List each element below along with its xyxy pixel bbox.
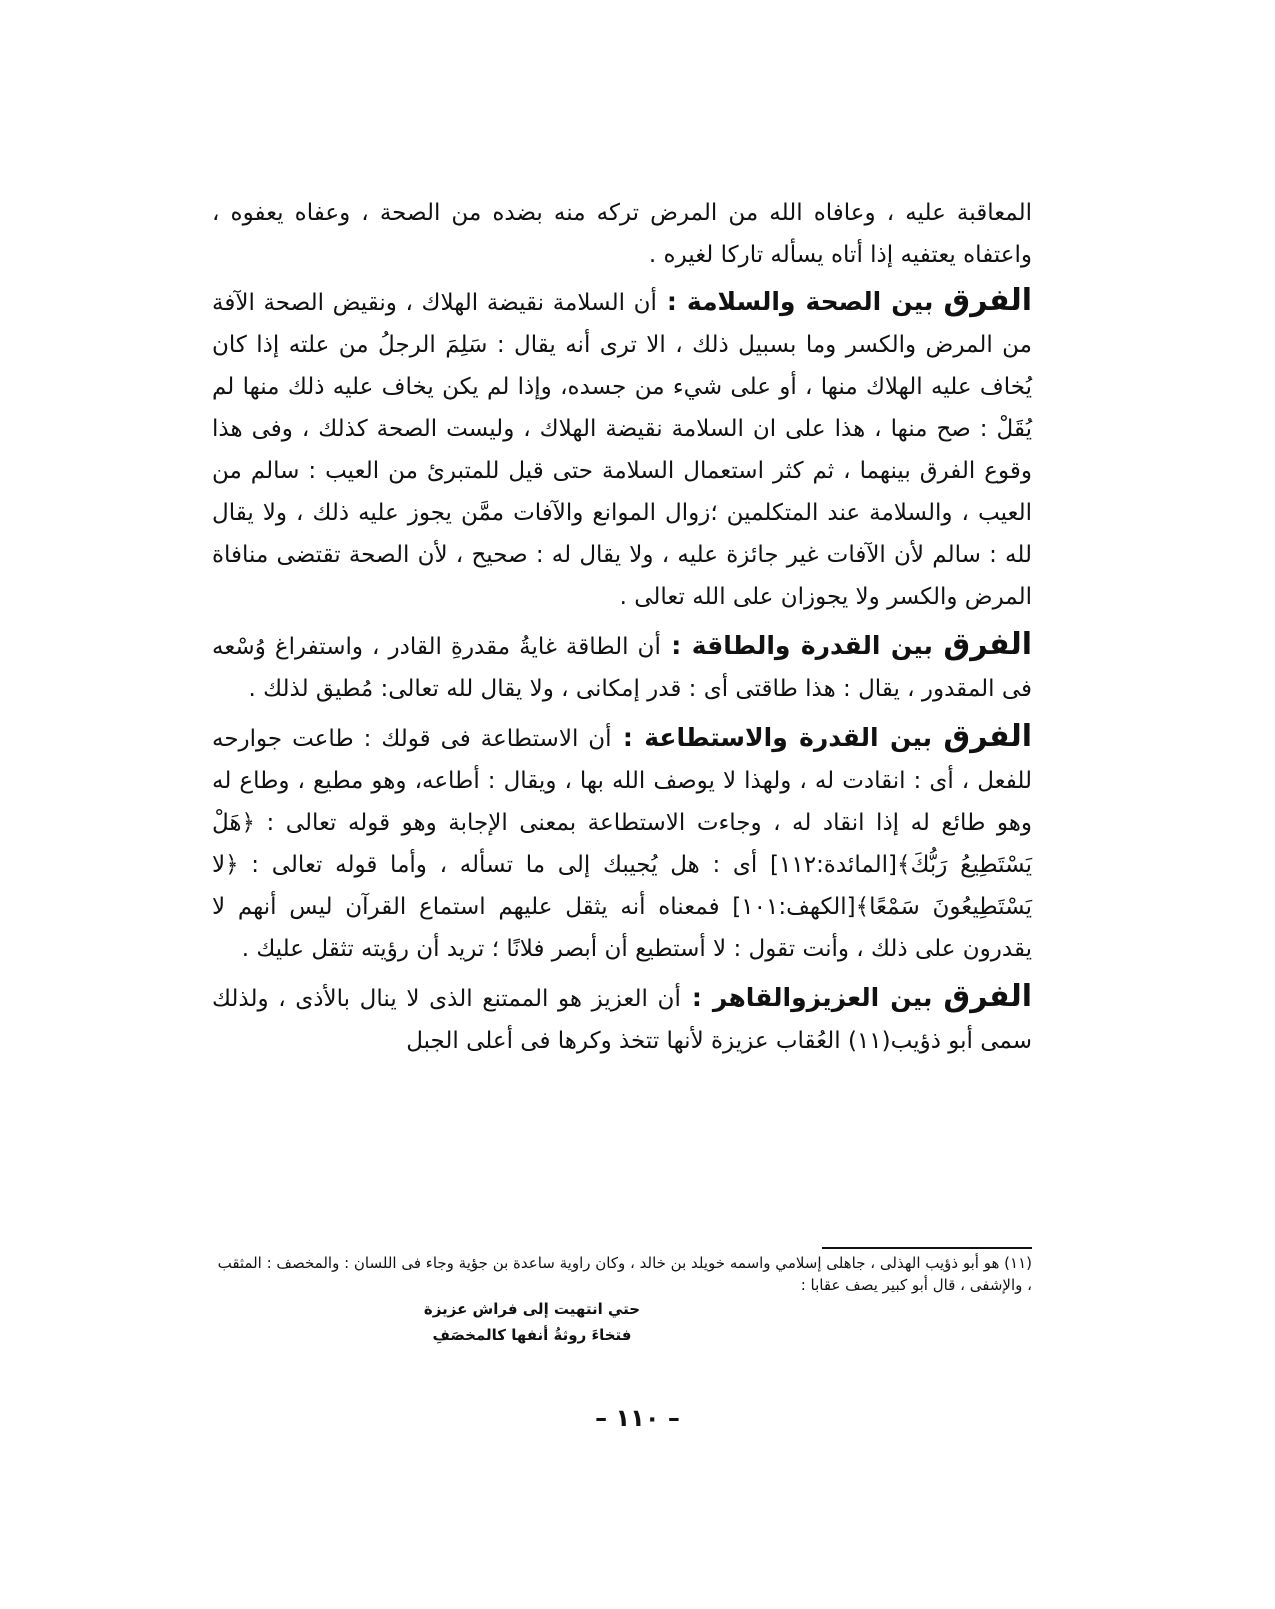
footnote-block — [212, 1252, 1032, 1348]
paragraph-health-safety — [212, 280, 1032, 618]
heading-lead: الفرق — [943, 719, 1033, 754]
heading-lead: الفرق — [943, 979, 1032, 1014]
paragraph-text: المعاقبة عليه ، وعافاه الله من المرض تركه منه بضده من الصحة ، وعفاه يعفوه ، واعتفاه يعتفيه إذا أتاه يسأله تاركا لغيره . — [212, 200, 1032, 268]
footnote-verse-line-1: حتي انتهيت إلى فراش عزيزة — [423, 1300, 641, 1318]
heading-text: بين الصحة والسلامة : — [656, 287, 944, 316]
paragraph-mighty-dominant — [212, 976, 1032, 1062]
paragraph-continuation — [212, 192, 1032, 276]
footnote-divider — [822, 1247, 1032, 1249]
paragraph-power-capacity — [212, 624, 1032, 710]
heading-text: بين القدرة والطاقة : — [660, 631, 944, 660]
heading-lead: الفرق — [943, 627, 1032, 662]
section-heading — [680, 979, 1032, 1014]
footnote-verse-line-2: فتخاءَ روثةُ أنفها كالمخصَفِ — [432, 1326, 632, 1344]
heading-lead: الفرق — [943, 283, 1032, 318]
heading-text: بين القدرة والاستطاعة : — [611, 723, 944, 752]
footnote-text: (١١) هو أبو ذؤيب الهذلى ، جاهلى إسلامي واسمه خويلد بن خالد ، وكان راوية ساعدة بن جؤية وجاء فى اللسان : والمخصف : المثقب ، والإشفى ، قال أبو كبير يصف عقابا : — [217, 1254, 1032, 1294]
paragraph-text: أن الاستطاعة فى قولك : طاعت جوارحه للفعل ، أى : انقادت له ، ولهذا لا يوصف الله بها ، ويقال : أطاعه، وهو مطيع ، وطاع له وهو طائع له إذا انقاد له ، وجاءت الاستطاعة بمعنى الإجابة وهو قوله تعالى : ﴿هَلْ يَسْتَطِيعُ رَبُّكَ﴾[المائدة:١١٢] أى : هل يُجيبك إلى ما تسأله ، وأما قوله تعالى : ﴿لا يَسْتَطِيعُونَ سَمْعًا﴾[الكهف:١٠١] فمعناه أنه يثقل عليهم استماع القرآن ليس أنهم لا يقدرون على ذلك ، وأنت تقول : لا أستطيع أن أبصر فلانًا ؛ تريد أن رؤيته تثقل عليك . — [212, 726, 1032, 962]
paragraph-power-ability — [212, 716, 1032, 970]
paragraph-text: أن السلامة نقيضة الهلاك ، ونقيض الصحة الآفة من المرض والكسر وما بسبيل ذلك ، الا ترى أنه يقال : سَلِمَ الرجلُ من علته إذا كان يُخاف عليه الهلاك منها ، أو على شيء من جسده، وإذا لم يكن يخاف عليه ذلك منها لم يُقَلْ : صح منها ، هذا على ان السلامة نقيضة الهلاك ، وليست الصحة كذلك ، وفى هذا وقوع الفرق بينهما ، ثم كثر استعمال السلامة حتى قيل للمتبرئ من العيب : سالم من العيب ، والسلامة عند المتكلمين ؛زوال الموانع والآفات ممَّن يجوز عليه ذلك ، ولا يقال لله : سالم لأن الآفات غير جائزة عليه ، ولا يقال له : صحيح ، لأن الصحة تقتضى منافاة المرض والكسر ولا يجوزان على الله تعالى . — [212, 290, 1032, 610]
paragraph-text: أن الطاقة غايةُ مقدرةِ القادر ، واستفراغ وُسْعه فى المقدور ، يقال : هذا طاقتى أى : قدر إمكانى ، ولا يقال لله تعالى: مُطيق لذلك . — [212, 634, 1032, 702]
section-heading — [611, 719, 1033, 754]
section-heading — [656, 283, 1032, 318]
paragraph-text: أن العزيز هو الممتنع الذى لا ينال بالأذى ، ولذلك سمى أبو ذؤيب(١١) العُقاب عزيزة لأنها تتخذ وكرها فى أعلى الجبل — [212, 986, 1032, 1054]
heading-text: بين العزيزوالقاهر : — [680, 983, 944, 1012]
page-number: – ١١٠ – — [595, 1404, 680, 1432]
page-body — [212, 192, 1032, 1068]
section-heading — [660, 627, 1032, 662]
